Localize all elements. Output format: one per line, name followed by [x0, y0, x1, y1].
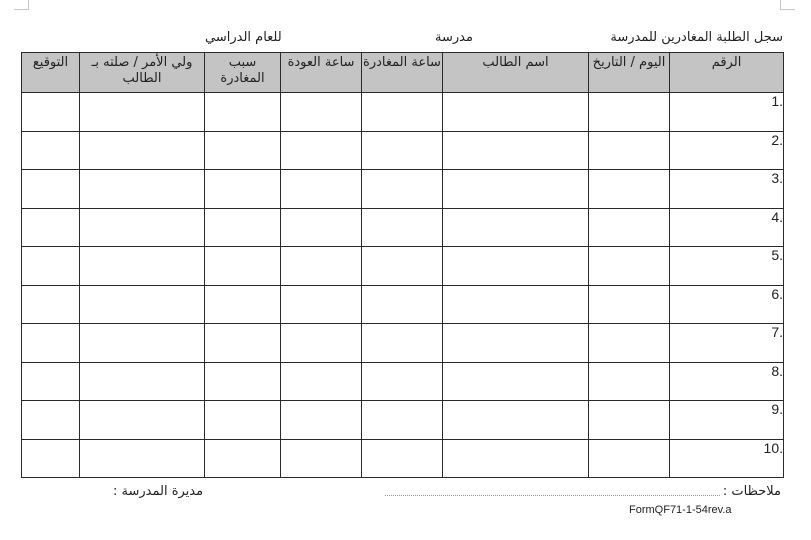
row-number: .7	[771, 324, 783, 340]
row-number-cell	[670, 324, 784, 363]
day-date-cell[interactable]	[589, 401, 670, 440]
signature-cell[interactable]	[22, 93, 80, 132]
row-number-cell	[670, 285, 784, 324]
table-row	[22, 439, 784, 478]
departure-time-cell[interactable]	[362, 439, 443, 478]
column-header-signature: التوقيع	[22, 53, 80, 93]
guardian-cell[interactable]	[80, 93, 205, 132]
table-row	[22, 208, 784, 247]
column-header-return-time: ساعة العودة	[281, 53, 362, 93]
guardian-cell[interactable]	[80, 247, 205, 286]
row-number: .2	[771, 131, 783, 148]
reason-cell[interactable]	[205, 247, 281, 286]
student-name-cell[interactable]	[443, 324, 589, 363]
column-header-number: الرقم	[670, 53, 784, 93]
return-time-cell[interactable]	[281, 362, 362, 401]
departure-time-cell[interactable]	[362, 324, 443, 363]
day-date-cell[interactable]	[589, 362, 670, 401]
row-number-cell	[670, 93, 784, 132]
guardian-cell[interactable]	[80, 131, 205, 170]
table-row	[22, 247, 784, 286]
row-number: .5	[771, 247, 783, 263]
row-number: .4	[771, 208, 783, 225]
return-time-cell[interactable]	[281, 131, 362, 170]
return-time-cell[interactable]	[281, 285, 362, 324]
reason-cell[interactable]	[205, 170, 281, 209]
school-label: مدرسة	[435, 30, 473, 45]
return-time-cell[interactable]	[281, 208, 362, 247]
student-name-cell[interactable]	[443, 208, 589, 247]
row-number-cell	[670, 247, 784, 286]
reason-cell[interactable]	[205, 362, 281, 401]
student-name-cell[interactable]	[443, 247, 589, 286]
table-header-row	[22, 53, 784, 93]
reason-cell[interactable]	[205, 439, 281, 478]
departure-time-cell[interactable]	[362, 285, 443, 324]
student-name-cell[interactable]	[443, 285, 589, 324]
student-name-cell[interactable]	[443, 439, 589, 478]
return-time-cell[interactable]	[281, 247, 362, 286]
student-name-cell[interactable]	[443, 362, 589, 401]
column-header-day-date: اليوم / التاريخ	[589, 53, 670, 93]
student-name-cell[interactable]	[443, 170, 589, 209]
signature-cell[interactable]	[22, 285, 80, 324]
student-name-cell[interactable]	[443, 401, 589, 440]
signature-cell[interactable]	[22, 170, 80, 209]
signature-cell[interactable]	[22, 362, 80, 401]
row-number-cell	[670, 401, 784, 440]
column-header-student-name: اسم الطالب	[443, 53, 589, 93]
reason-cell[interactable]	[205, 285, 281, 324]
row-number: .6	[771, 285, 783, 302]
guardian-cell[interactable]	[80, 401, 205, 440]
departure-time-cell[interactable]	[362, 170, 443, 209]
signature-cell[interactable]	[22, 324, 80, 363]
reason-cell[interactable]	[205, 131, 281, 170]
academic-year-label: للعام الدراسي	[205, 30, 282, 45]
departure-time-cell[interactable]	[362, 362, 443, 401]
reason-cell[interactable]	[205, 93, 281, 132]
return-time-cell[interactable]	[281, 93, 362, 132]
row-number: .3	[771, 170, 783, 186]
row-number-cell	[670, 131, 784, 170]
return-time-cell[interactable]	[281, 401, 362, 440]
day-date-cell[interactable]	[589, 208, 670, 247]
signature-cell[interactable]	[22, 247, 80, 286]
day-date-cell[interactable]	[589, 247, 670, 286]
table-row	[22, 324, 784, 363]
guardian-cell[interactable]	[80, 170, 205, 209]
guardian-cell[interactable]	[80, 208, 205, 247]
table-row	[22, 362, 784, 401]
day-date-cell[interactable]	[589, 93, 670, 132]
guardian-cell[interactable]	[80, 362, 205, 401]
day-date-cell[interactable]	[589, 285, 670, 324]
guardian-cell[interactable]	[80, 285, 205, 324]
row-number: .9	[771, 401, 783, 417]
reason-cell[interactable]	[205, 324, 281, 363]
row-number-cell	[670, 208, 784, 247]
column-header-departure-reason: سبب المغادرة	[205, 53, 281, 93]
return-time-cell[interactable]	[281, 170, 362, 209]
row-number-cell	[670, 170, 784, 209]
row-number: .1	[771, 93, 783, 109]
notes-line[interactable]	[385, 495, 720, 496]
departure-time-cell[interactable]	[362, 208, 443, 247]
row-number-cell	[670, 362, 784, 401]
departure-time-cell[interactable]	[362, 93, 443, 132]
column-header-departure-time: ساعة المغادرة	[362, 53, 443, 93]
return-time-cell[interactable]	[281, 324, 362, 363]
signature-cell[interactable]	[22, 208, 80, 247]
day-date-cell[interactable]	[589, 170, 670, 209]
crop-mark-top-right	[780, 0, 795, 10]
notes-label: ملاحظات :	[722, 484, 781, 499]
day-date-cell[interactable]	[589, 131, 670, 170]
table-row	[22, 285, 784, 324]
day-date-cell[interactable]	[589, 439, 670, 478]
principal-label: مديرة المدرسة :	[113, 484, 204, 499]
signature-cell[interactable]	[22, 131, 80, 170]
table-row	[22, 170, 784, 209]
signature-cell[interactable]	[22, 401, 80, 440]
row-number-cell	[670, 439, 784, 478]
reason-cell[interactable]	[205, 401, 281, 440]
departure-time-cell[interactable]	[362, 131, 443, 170]
column-header-guardian-relation: ولي الأمر / صلته بـ الطالب	[80, 53, 205, 93]
departure-log-table	[21, 52, 784, 478]
table-row	[22, 131, 784, 170]
reason-cell[interactable]	[205, 208, 281, 247]
register-title: سجل الطلبة المغادرين للمدرسة	[610, 30, 783, 45]
guardian-cell[interactable]	[80, 439, 205, 478]
signature-cell[interactable]	[22, 439, 80, 478]
student-name-cell[interactable]	[443, 93, 589, 132]
student-name-cell[interactable]	[443, 131, 589, 170]
table-row	[22, 401, 784, 440]
return-time-cell[interactable]	[281, 439, 362, 478]
departure-time-cell[interactable]	[362, 401, 443, 440]
row-number: .10	[763, 439, 783, 456]
form-code: FormQF71-1-54rev.a	[629, 504, 732, 516]
table-row	[22, 93, 784, 132]
row-number: .8	[771, 362, 783, 379]
day-date-cell[interactable]	[589, 324, 670, 363]
departure-time-cell[interactable]	[362, 247, 443, 286]
guardian-cell[interactable]	[80, 324, 205, 363]
crop-mark-top-left	[14, 0, 29, 10]
